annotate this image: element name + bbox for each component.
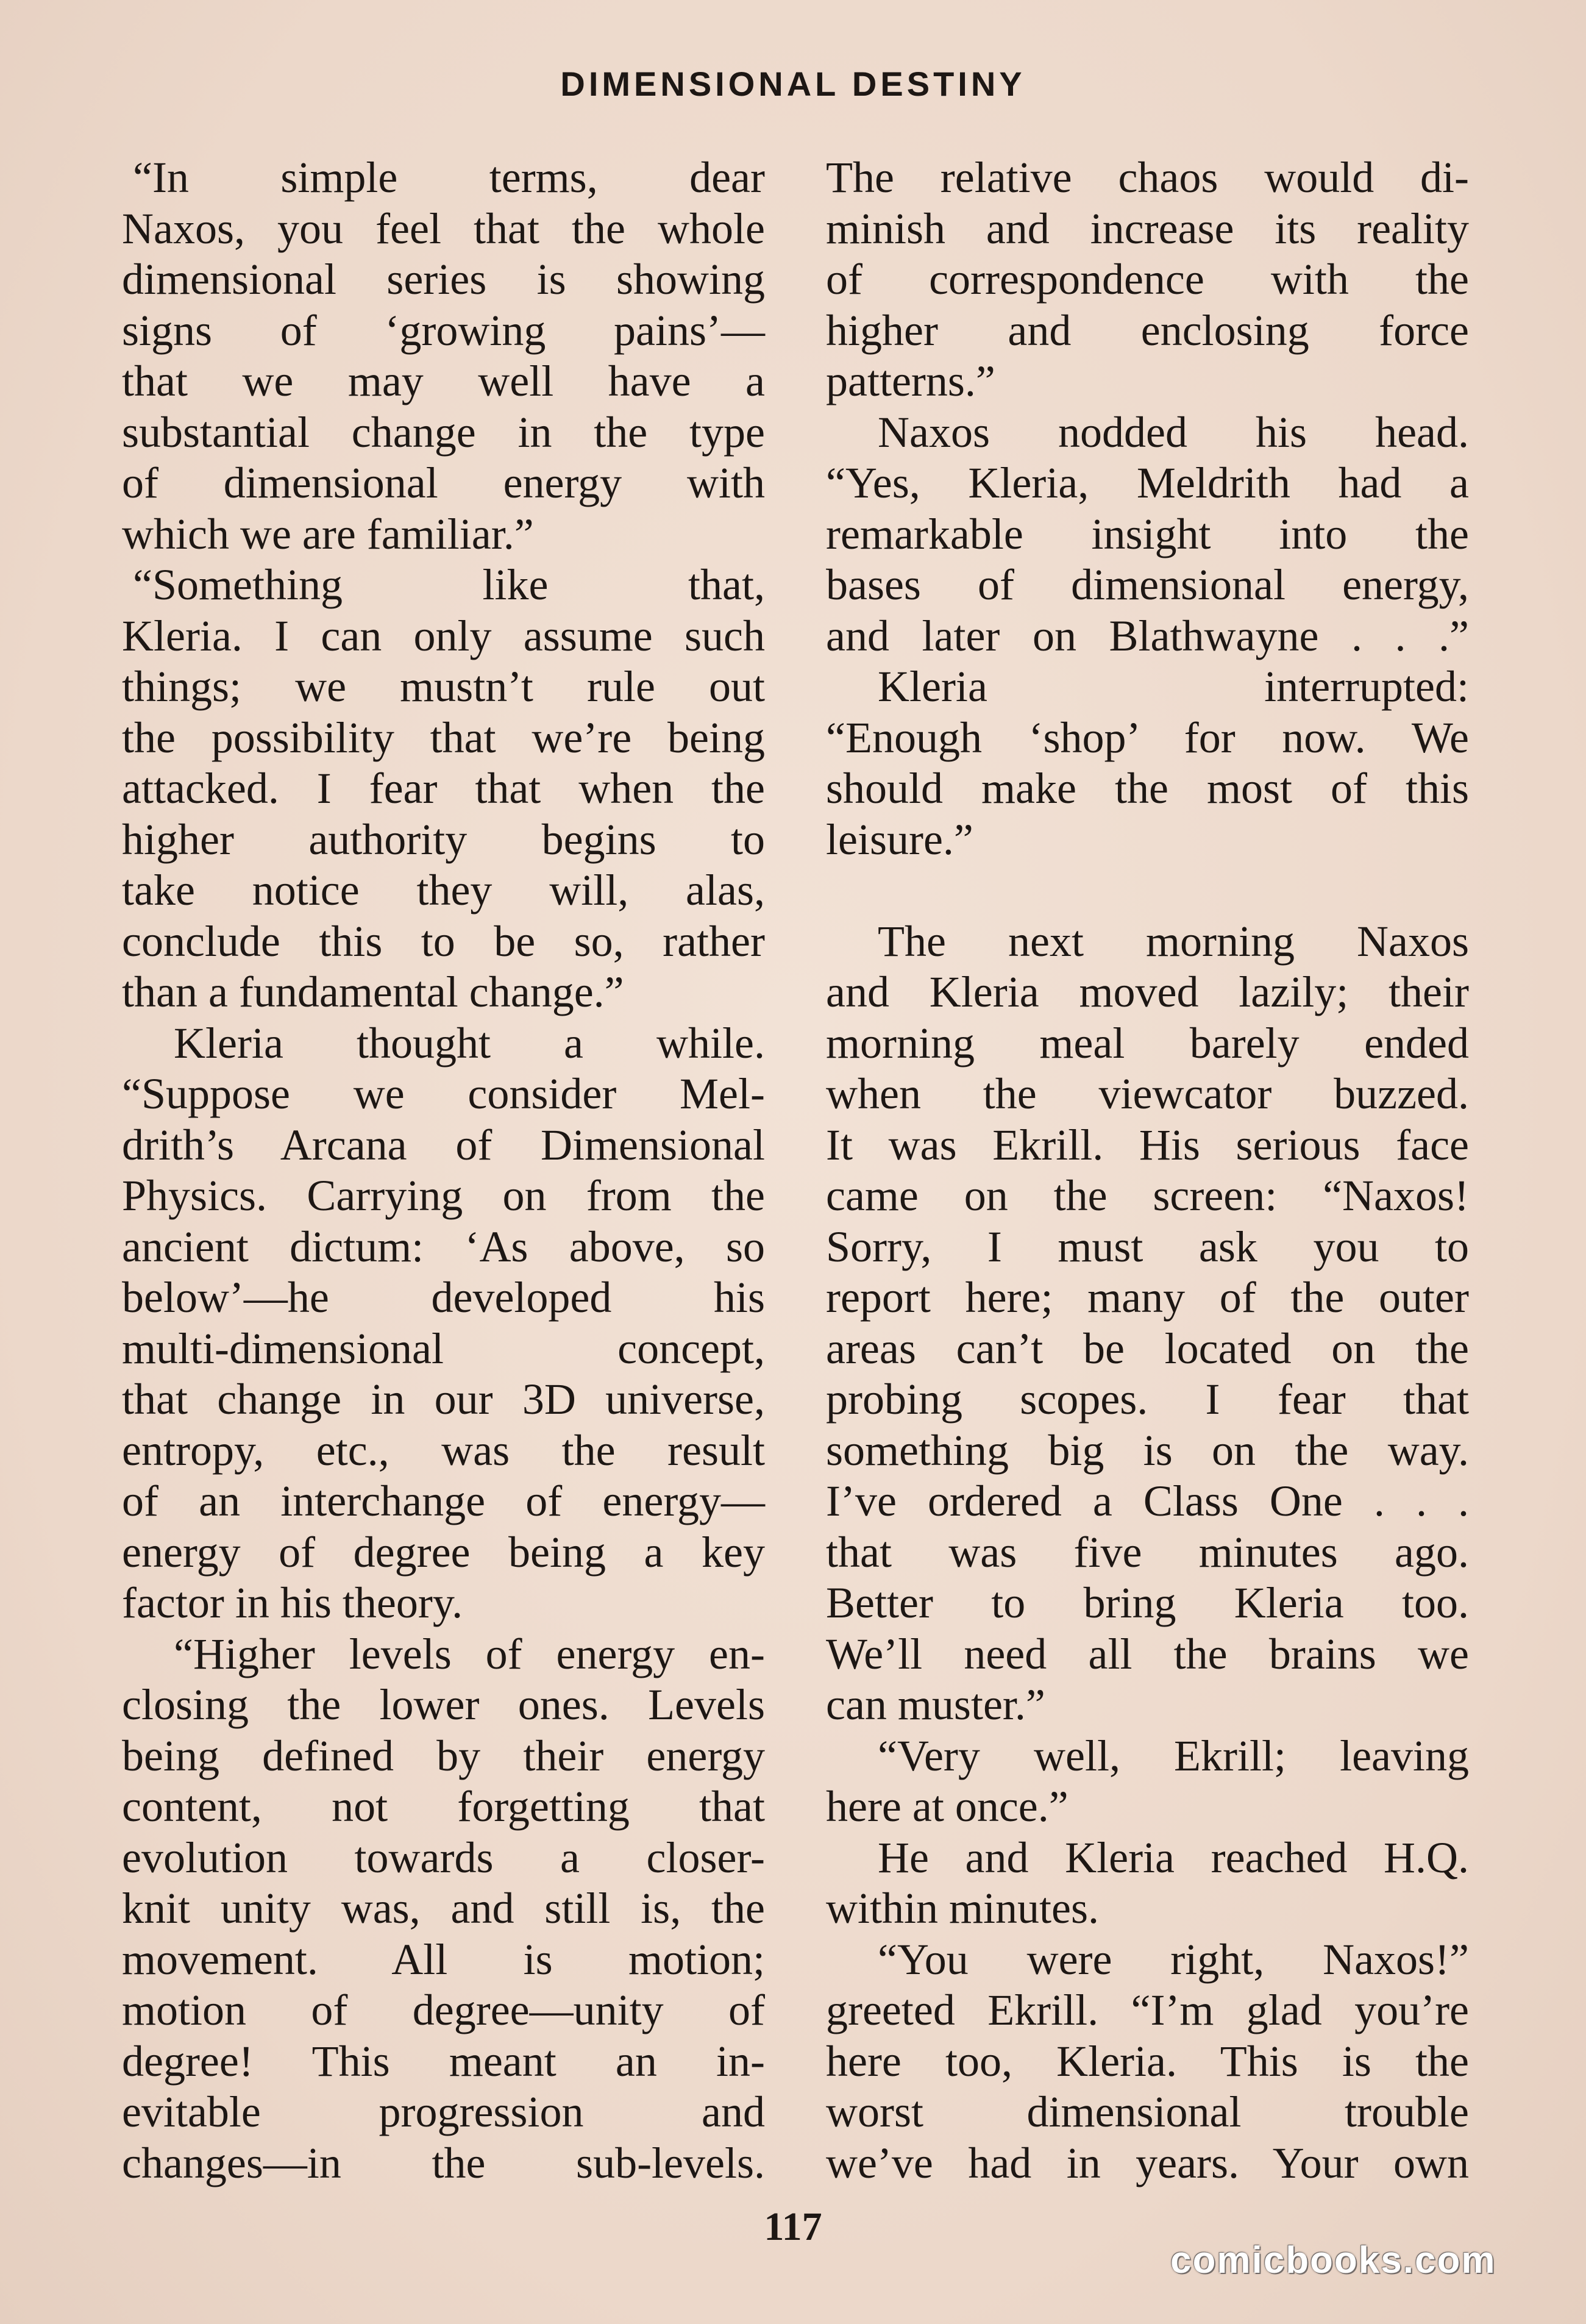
- text-line: It was Ekrill. His serious face: [826, 1120, 1469, 1169]
- text-line: of dimensional energy with: [122, 458, 765, 507]
- text-line: Naxos nodded his head.: [878, 407, 1469, 457]
- text-line: substantial change in the type: [122, 407, 765, 457]
- text-line: below’—he developed his: [122, 1273, 765, 1322]
- left-column: [122, 152, 765, 2189]
- text-line: came on the screen: “Naxos!: [826, 1171, 1469, 1220]
- text-line: drith’s Arcana of Dimensional: [122, 1120, 765, 1169]
- text-line: ancient dictum: ‘As above, so: [122, 1222, 765, 1271]
- text-line: can muster.”: [826, 1680, 1045, 1729]
- text-line: something big is on the way.: [826, 1425, 1469, 1475]
- text-line: here too, Kleria. This is the: [826, 2036, 1469, 2086]
- text-line: degree! This meant an in-: [122, 2036, 765, 2086]
- text-line: leisure.”: [826, 814, 973, 864]
- text-line: should make the most of this: [826, 764, 1469, 813]
- text-line: closing the lower ones. Levels: [122, 1680, 765, 1729]
- text-line: motion of degree—unity of: [122, 1986, 765, 2034]
- text-line: evitable progression and: [122, 2087, 765, 2136]
- text-line: knit unity was, and still is, the: [122, 1884, 765, 1933]
- text-line: within minutes.: [826, 1884, 1099, 1933]
- text-line: higher and enclosing force: [826, 305, 1469, 355]
- text-line: which we are familiar.”: [122, 509, 534, 558]
- text-line: that we may well have a: [122, 357, 765, 405]
- text-line: Sorry, I must ask you to: [826, 1222, 1469, 1271]
- text-line: we’ve had in years. Your own: [826, 2138, 1469, 2187]
- text-line: “Enough ‘shop’ for now. We: [826, 713, 1469, 762]
- text-line: areas can’t be located on the: [826, 1324, 1469, 1373]
- text-line: take notice they will, alas,: [122, 866, 765, 914]
- text-line: energy of degree being a key: [122, 1527, 765, 1577]
- text-line: He and Kleria reached H.Q.: [878, 1833, 1469, 1882]
- text-line: Naxos, you feel that the whole: [122, 204, 765, 253]
- text-line: “In simple terms, dear: [133, 153, 765, 202]
- text-line: bases of dimensional energy,: [826, 560, 1469, 609]
- text-line: “Very well, Ekrill; leaving: [878, 1731, 1469, 1780]
- text-line: being defined by their energy: [122, 1731, 765, 1780]
- text-line: of correspondence with the: [826, 255, 1469, 304]
- text-line: Kleria thought a while.: [174, 1018, 765, 1068]
- text-line: factor in his theory.: [122, 1578, 463, 1627]
- text-line: evolution towards a closer-: [122, 1833, 765, 1882]
- text-line: patterns.”: [826, 357, 995, 405]
- text-line: than a fundamental change.”: [122, 968, 624, 1016]
- text-line: things; we mustn’t rule out: [122, 662, 765, 711]
- text-line: here at once.”: [826, 1782, 1069, 1831]
- text-line: worst dimensional trouble: [826, 2087, 1469, 2136]
- text-line: of an interchange of energy—: [122, 1477, 765, 1525]
- text-line: I’ve ordered a Class One . . .: [826, 1477, 1469, 1525]
- text-line: Better to bring Kleria too.: [826, 1578, 1469, 1627]
- text-line: The relative chaos would di-: [826, 153, 1469, 202]
- text-line: that change in our 3D universe,: [122, 1375, 765, 1424]
- text-line: movement. All is motion;: [122, 1934, 765, 1984]
- text-line: and later on Blathwayne . . .”: [826, 611, 1469, 660]
- text-line: attacked. I fear that when the: [122, 764, 765, 813]
- text-line: dimensional series is showing: [122, 255, 765, 304]
- text-line: signs of ‘growing pains’—: [122, 305, 765, 355]
- text-line: Kleria interrupted:: [878, 662, 1469, 711]
- text-line: that was five minutes ago.: [826, 1527, 1469, 1577]
- text-line: Kleria. I can only assume such: [122, 611, 765, 660]
- text-line: content, not forgetting that: [122, 1782, 765, 1831]
- page-number: 117: [764, 2205, 822, 2249]
- text-line: minish and increase its reality: [826, 204, 1469, 253]
- text-line: greeted Ekrill. “I’m glad you’re: [826, 1986, 1469, 2034]
- text-line: The next morning Naxos: [878, 916, 1469, 966]
- text-line: the possibility that we’re being: [122, 713, 765, 762]
- right-column: [826, 152, 1469, 2189]
- text-line: changes—in the sub-levels.: [122, 2138, 765, 2187]
- text-line: entropy, etc., was the result: [122, 1425, 765, 1475]
- text-line: probing scopes. I fear that: [826, 1375, 1469, 1424]
- text-line: and Kleria moved lazily; their: [826, 968, 1469, 1016]
- text-line: “Yes, Kleria, Meldrith had a: [826, 458, 1469, 507]
- text-line: Physics. Carrying on from the: [122, 1171, 765, 1220]
- text-line: “You were right, Naxos!”: [878, 1934, 1469, 1984]
- running-head: DIMENSIONAL DESTINY: [560, 65, 1026, 103]
- text-line: “Suppose we consider Mel-: [122, 1069, 765, 1118]
- text-line: report here; many of the outer: [826, 1273, 1469, 1322]
- paragraph-break: [826, 865, 1469, 916]
- text-line: remarkable insight into the: [826, 509, 1469, 558]
- text-line: multi-dimensional concept,: [122, 1324, 765, 1373]
- text-line: when the viewcator buzzed.: [826, 1069, 1469, 1118]
- text-line: morning meal barely ended: [826, 1018, 1469, 1068]
- text-line: conclude this to be so, rather: [122, 916, 765, 966]
- text-line: We’ll need all the brains we: [826, 1629, 1469, 1678]
- watermark: comicbooks.com: [1170, 2239, 1496, 2281]
- text-line: “Higher levels of energy en-: [174, 1629, 765, 1678]
- text-line: “Something like that,: [133, 560, 765, 609]
- text-line: higher authority begins to: [122, 814, 765, 864]
